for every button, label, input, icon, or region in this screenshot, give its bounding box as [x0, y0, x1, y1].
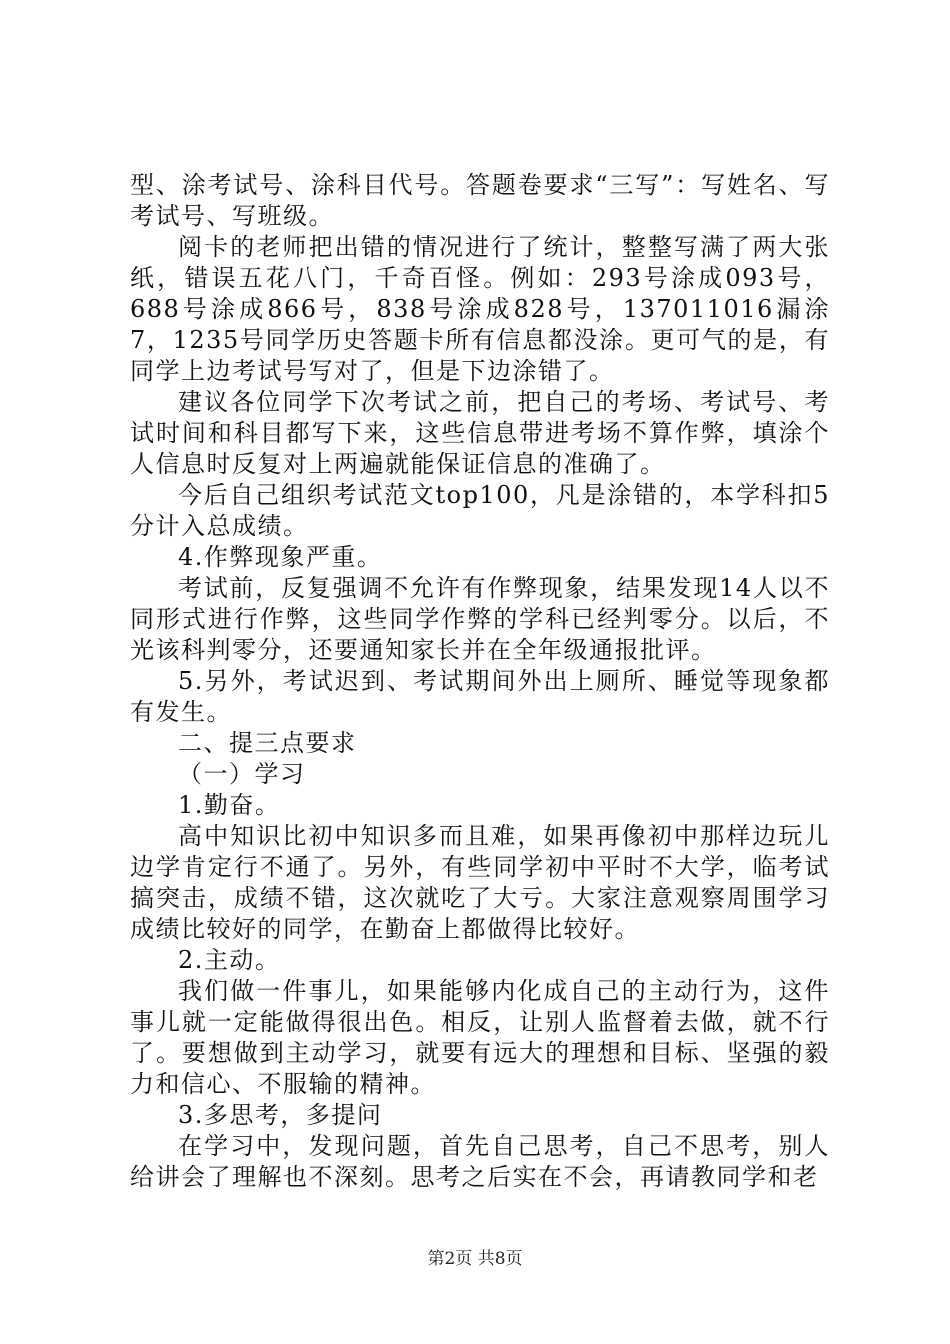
paragraph-thinking: 在学习中，发现问题，首先自己思考，自己不思考，别人给讲会了理解也不深刻。思考之后实在不会，再请教同学和老 [130, 1132, 830, 1191]
paragraph-penalty: 今后自己组织考试范文top100，凡是涂错的，本学科扣5分计入总成绩。 [130, 481, 830, 540]
heading-three-requirements: 二、提三点要求 [178, 729, 357, 757]
page-footer: 第2页 共8页 [427, 1249, 523, 1269]
paragraph-lateness: 5.另外，考试迟到、考试期间外出上厕所、睡觉等现象都有发生。 [130, 667, 830, 726]
paragraph-card-errors: 阅卡的老师把出错的情况进行了统计，整整写满了两大张纸，错误五花八门，千奇百怪。例如：293号涂成093号，688号涂成866号，838号涂成828号，137011016漏涂7，1235号同学历史答题卡所有信息都没涂。更可气的是，有同学上边考试号写对了，但是下边涂错了。 [130, 233, 830, 385]
paragraph-continuation: 型、涂考试号、涂科目代号。答题卷要求“三写”：写姓名、写考试号、写班级。 [130, 171, 830, 230]
paragraph-diligence: 高中知识比初中知识多而且难，如果再像初中那样边玩儿边学肯定行不通了。另外，有些同学初中平时不大学，临考试搞突击，成绩不错，这次就吃了大亏。大家注意观察周围学习成绩比较好的同学，在勤奋上都做得比较好。 [130, 822, 830, 943]
paragraph-suggestion: 建议各位同学下次考试之前，把自己的考场、考试号、考试时间和科目都写下来，这些信息带进考场不算作弊，填涂个人信息时反复对上两遍就能保证信息的准确了。 [130, 388, 830, 478]
document-body [130, 170, 830, 1193]
paragraph-cheating: 考试前，反复强调不允许有作弊现象，结果发现14人以不同形式进行作弊，这些同学作弊的学科已经判零分。以后，不光该科判零分，还要通知家长并在全年级通报批评。 [130, 574, 830, 664]
heading-initiative: 2.主动。 [178, 946, 281, 974]
heading-diligence: 1.勤奋。 [178, 791, 281, 819]
heading-thinking: 3.多思考，多提问 [178, 1101, 383, 1129]
paragraph-initiative: 我们做一件事儿，如果能够内化成自己的主动行为，这件事儿就一定能做得很出色。相反，让别人监督着去做，就不行了。要想做到主动学习，就要有远大的理想和目标、坚强的毅力和信心、不服输的精神。 [130, 977, 830, 1098]
heading-cheating: 4.作弊现象严重。 [178, 543, 383, 571]
heading-study: （一）学习 [178, 760, 306, 788]
